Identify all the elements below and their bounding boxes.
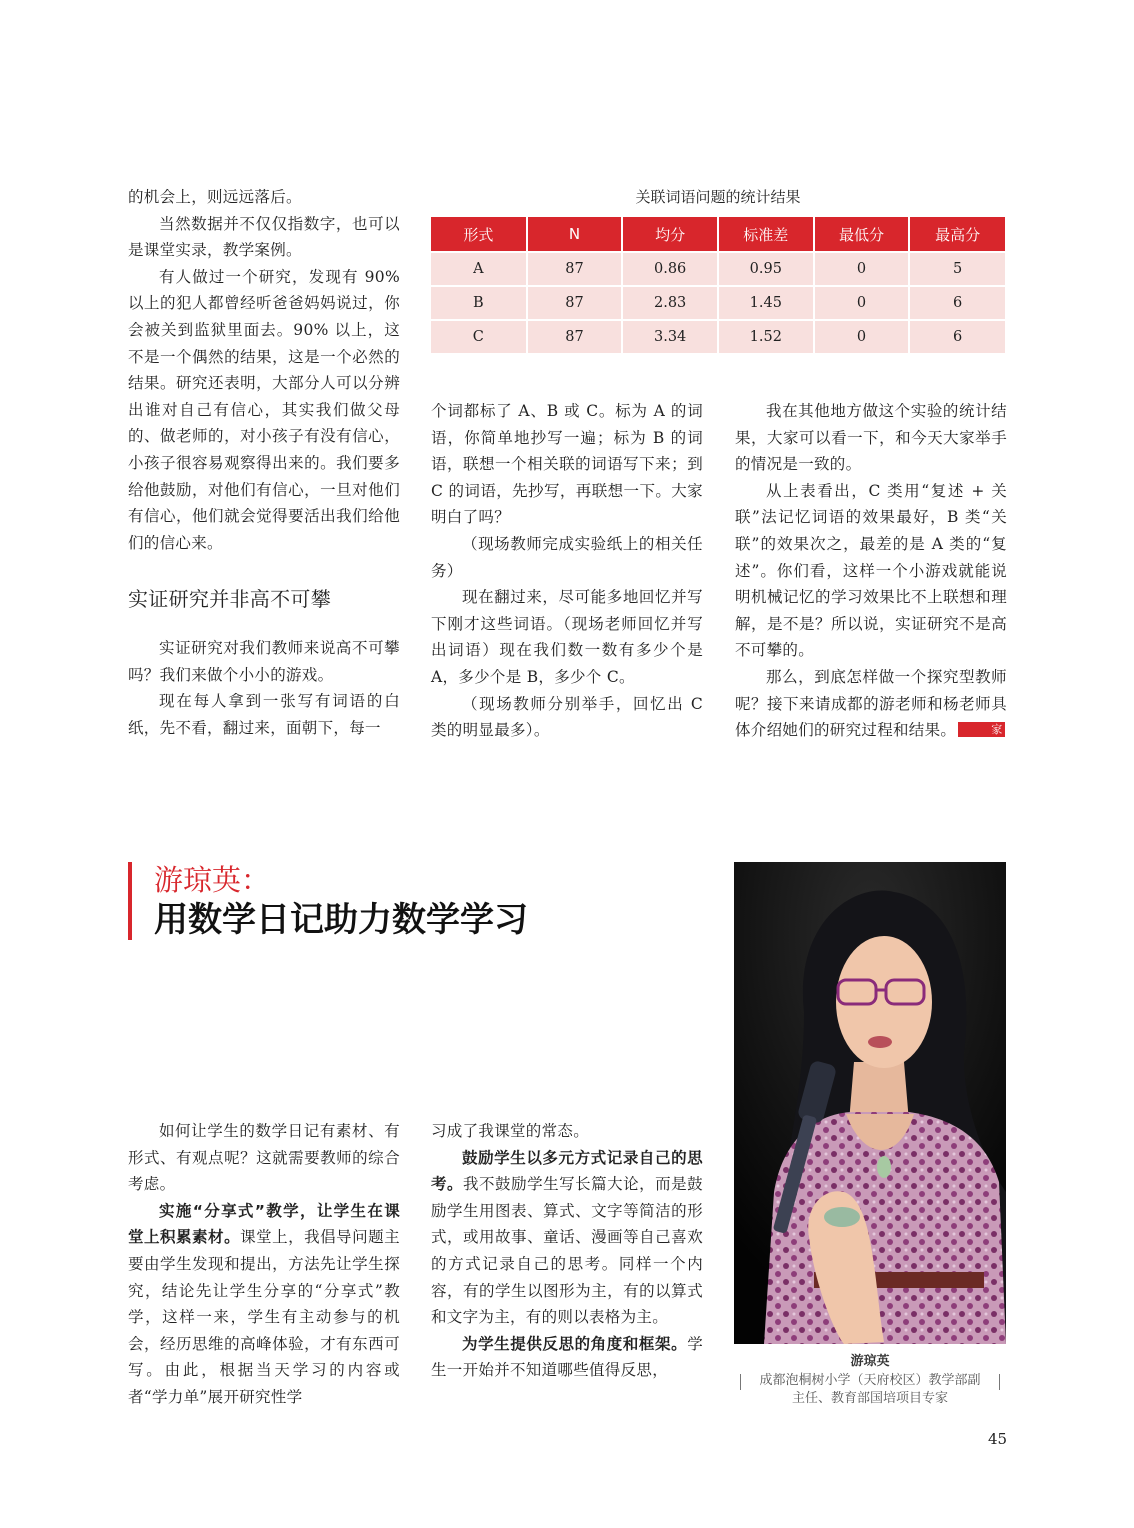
article-end-mark: 家 [958,722,1004,737]
paragraph: （现场教师分别举手，回忆出 C 类的明显最多）。 [431,694,703,740]
table-cell: 2.83 [622,286,718,320]
bold-lead: 为学生提供反思的角度和框架。 [462,1334,688,1353]
photo-caption [734,1352,1006,1408]
article-text-column-1 [128,1118,400,1411]
paragraph-text: 学生一开始并不知道哪些值得反思， [431,1334,703,1380]
paragraph: 个词都标了 A、B 或 C。标为 A 的词语，你简单地抄写一遍；标为 B 的词语，联想一个相关联的词语写下来；到 C 的词语，先抄写，再联想一下。大家明白了吗？ [431,402,703,527]
bold-lead: 实施“分享式”教学，让学生在课堂上积累素材。 [128,1201,400,1247]
paragraph: 如何让学生的数学日记有素材、有形式、有观点呢？这就需要教师的综合考虑。 [128,1122,400,1194]
caption-name: 游琼英 [850,1354,890,1369]
table-cell: 6 [909,320,1005,353]
table-cell: A [431,252,527,286]
paragraph: 实证研究对我们教师来说高不可攀吗？我们来做个小小的游戏。 [128,638,400,684]
paragraph [735,664,1007,744]
paragraph: 的机会上，则远远落后。 [128,188,302,206]
table-row [431,320,1005,353]
table-row [431,286,1005,320]
table-header-cell: 均分 [622,217,718,252]
table-header-cell: N [527,217,623,252]
paragraph-text: 那么，到底怎样做一个探究型教师呢？接下来请成都的游老师和杨老师具体介绍她们的研究过程和结果。 [735,667,1007,740]
paragraph-text: 我不鼓励学生写长篇大论，而是鼓励学生用图表、算式、文字等简洁的形式，或用故事、童话、漫画等自己喜欢的方式记录自己的思考。同样一个内容，有的学生以图形为主，有的以算式和文字为主，有的则以表格为主。 [431,1175,703,1327]
table-header-cell: 最低分 [814,217,910,252]
bold-lead: 鼓励学生以多元方式记录自己的思考。 [431,1148,703,1194]
table-cell: 0 [814,286,910,320]
table-cell: 6 [909,286,1005,320]
page-number: 45 [988,1430,1008,1448]
table-cell: 87 [527,252,623,286]
paragraph: 有人做过一个研究，发现有 90% 以上的犯人都曾经听爸爸妈妈说过，你会被关到监狱里面去。90% 以上，这不是一个偶然的结果，这是一个必然的结果。研究还表明，大部分人可以分辨出谁对自己有信心，其实我们做父母的、做老师的，对小孩子有没有信心，小孩子很容易观察得出来的。我们要多给他鼓励，对他们有信心，一旦对他们有信心，他们就会觉得要活出我们给他们的信心来。 [128,267,400,552]
table-cell: 0.86 [622,252,718,286]
table-cell: 0.95 [718,252,814,286]
table-cell: C [431,320,527,353]
caption-divider-left [740,1374,741,1390]
speaker-illustration [734,862,1006,1344]
table-header-cell: 最高分 [909,217,1005,252]
table-header-row [431,217,1005,252]
paragraph [431,1145,703,1331]
paragraph: （现场教师完成实验纸上的相关任务） [431,534,703,580]
top-text-column-3 [735,398,1007,744]
caption-description [734,1372,1006,1408]
table-cell: 1.45 [718,286,814,320]
table-cell: B [431,286,527,320]
article-text-column-2 [431,1118,703,1384]
top-text-column-1 [128,184,400,741]
paragraph-text: 课堂上，我倡导问题主要由学生发现和提出，方法先让学生探究，结论先让学生分享的“分享式”教学，这样一来，学生有主动参与的机会，经历思维的高峰体验，才有东西可写。由此，根据当天学习的内容或者“学力单”展开研究性学 [128,1228,400,1406]
article-main-title: 用数学日记助力数学学习 [154,900,528,940]
caption-description-text: 成都泡桐树小学（天府校区）教学部副主任、教育部国培项目专家 [759,1373,981,1406]
author-title: 游琼英： [154,863,271,897]
table-cell: 0 [814,320,910,353]
paragraph: 习成了我课堂的常态。 [431,1122,590,1140]
table-header-cell: 标准差 [718,217,814,252]
paragraph: 现在翻过来，尽可能多地回忆并写下刚才这些词语。（现场老师回忆并写出词语）现在我们数一数有多少个是 A，多少个是 B，多少个 C。 [431,588,703,686]
paragraph: 从上表看出，C 类用“复述 + 关联”法记忆词语的效果最好，B 类“关联”的效果次之，最差的是 A 类的“复述”。你们看，这样一个小游戏就能说明机械记忆的学习效果比不上联想和理解，是不是？所以说，实证研究不是高不可攀的。 [735,481,1007,660]
paragraph [128,1198,400,1411]
table-cell: 1.52 [718,320,814,353]
top-text-column-2 [431,398,703,744]
table-cell: 3.34 [622,320,718,353]
paragraph: 我在其他地方做这个实验的统计结果，大家可以看一下，和今天大家举手的情况是一致的。 [735,402,1007,474]
table-title: 关联词语问题的统计结果 [635,188,801,206]
table-cell: 0 [814,252,910,286]
table-cell: 5 [909,252,1005,286]
article-title-block [128,862,528,940]
paragraph: 现在每人拿到一张写有词语的白纸，先不看，翻过来，面朝下，每一 [128,692,400,737]
paragraph: 当然数据并不仅仅指数字，也可以是课堂实录，教学案例。 [128,214,400,260]
statistics-table [431,217,1005,353]
paragraph [431,1331,703,1384]
table-header-cell: 形式 [431,217,527,252]
table-row [431,252,1005,286]
table-cell: 87 [527,320,623,353]
section-heading: 实证研究并非高不可攀 [128,587,331,612]
caption-divider-right [999,1374,1000,1390]
table-cell: 87 [527,286,623,320]
statistics-table-block [431,186,1005,353]
author-photo [734,862,1006,1344]
